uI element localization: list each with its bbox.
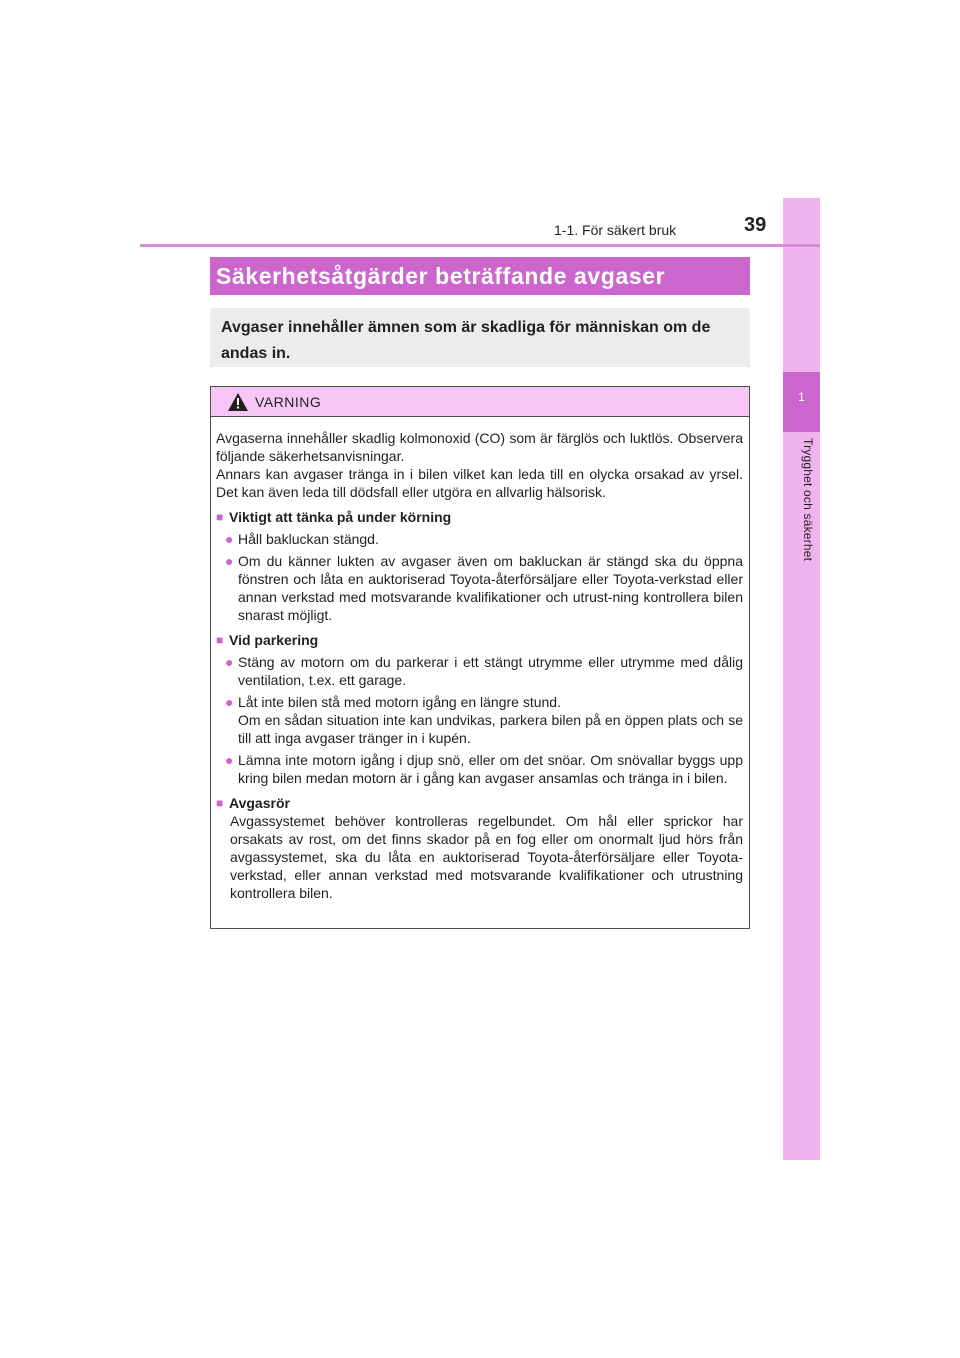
- circle-bullet-icon: ●: [225, 694, 234, 710]
- section-heading: [216, 631, 743, 649]
- section-title: Viktigt att tänka på under körning: [229, 509, 452, 525]
- section-title: Avgasrör: [229, 795, 290, 811]
- list-item-line: Låt inte bilen stå med motorn igång en längre stund.: [238, 694, 561, 710]
- section-text: Avgassystemet behöver kontrolleras regelbundet. Om hål eller sprickor har orsakats av rost, om det finns skador på en fog eller om onormalt ljud hörs från avgassystemet, ska du låta en auktoriserad Toyota-återförsäljare eller Toyota-verkstad, eller annan verkstad med motsvarande kvalifikationer och utrustning kontrollera bilen.: [230, 813, 743, 901]
- list-item-text: Stäng av motorn om du parkerar i ett stängt utrymme eller utrymme med dålig ventilation, t.ex. ett garage.: [238, 654, 743, 688]
- circle-bullet-icon: ●: [225, 654, 234, 670]
- header-section-title: 1-1. För säkert bruk: [554, 222, 677, 238]
- section-heading: [216, 508, 743, 526]
- list-item-text: Håll bakluckan stängd.: [238, 531, 379, 547]
- warning-body: [211, 417, 749, 902]
- warning-label: VARNING: [255, 394, 322, 410]
- list-item: [216, 653, 743, 689]
- chapter-side-tab: [783, 198, 820, 1160]
- list-item: [216, 552, 743, 624]
- list-item: [216, 693, 743, 747]
- square-bullet-icon: ■: [216, 510, 224, 524]
- intro-line-1: Avgaser innehåller ämnen som är skadliga för människan om de: [221, 319, 711, 336]
- warning-paragraph-1: Avgaserna innehåller skadlig kolmonoxid (CO) som är färglös och luktlös. Observera följande säkerhetsanvisningar.: [216, 430, 743, 464]
- intro-box: [210, 308, 750, 367]
- circle-bullet-icon: ●: [225, 752, 234, 768]
- warning-box: [210, 386, 750, 929]
- square-bullet-icon: ■: [216, 633, 224, 647]
- warning-triangle-icon: [228, 393, 248, 416]
- list-item-line-extra: Om en sådan situation inte kan undvikas, parkera bilen på en öppen plats och se till att inga avgaser tränger in i kupén.: [238, 712, 743, 746]
- title-bar: [210, 257, 750, 295]
- list-item: [216, 751, 743, 787]
- warning-header: [211, 387, 749, 417]
- header-rule: [140, 244, 820, 247]
- section-title: Vid parkering: [229, 632, 319, 648]
- section-heading: [216, 794, 743, 812]
- page-title: Säkerhetsåtgärder beträffande avgaser: [216, 263, 666, 289]
- square-bullet-icon: ■: [216, 796, 224, 810]
- intro-line-2: andas in.: [221, 345, 291, 362]
- list-item-text: Lämna inte motorn igång i djup snö, eller om det snöar. Om snövallar byggs upp kring bilen medan motorn är i gång kan avgaser ansamlas och tränga in i bilen.: [238, 752, 743, 786]
- page-number: 39: [744, 214, 767, 236]
- chapter-label: Trygghet och säkerhet: [801, 438, 815, 562]
- list-item-text: Om du känner lukten av avgaser även om bakluckan är stängd ska du öppna fönstren och låta en auktoriserad Toyota-återförsäljare eller Toyota-verkstad eller annan verkstad med motsvarande kvalifikationer och utrust-ning kontrollera bilen snarast möjligt.: [238, 553, 743, 623]
- warning-paragraph-2: Annars kan avgaser tränga in i bilen vilket kan leda till en olycka orsakad av yrsel. Det kan även leda till dödsfall eller utgöra en allvarlig hälsorisk.: [216, 466, 743, 500]
- circle-bullet-icon: ●: [225, 531, 234, 547]
- list-item-text: [238, 693, 743, 747]
- chapter-number: 1: [798, 390, 805, 404]
- list-item: [216, 530, 743, 548]
- circle-bullet-icon: ●: [225, 553, 234, 569]
